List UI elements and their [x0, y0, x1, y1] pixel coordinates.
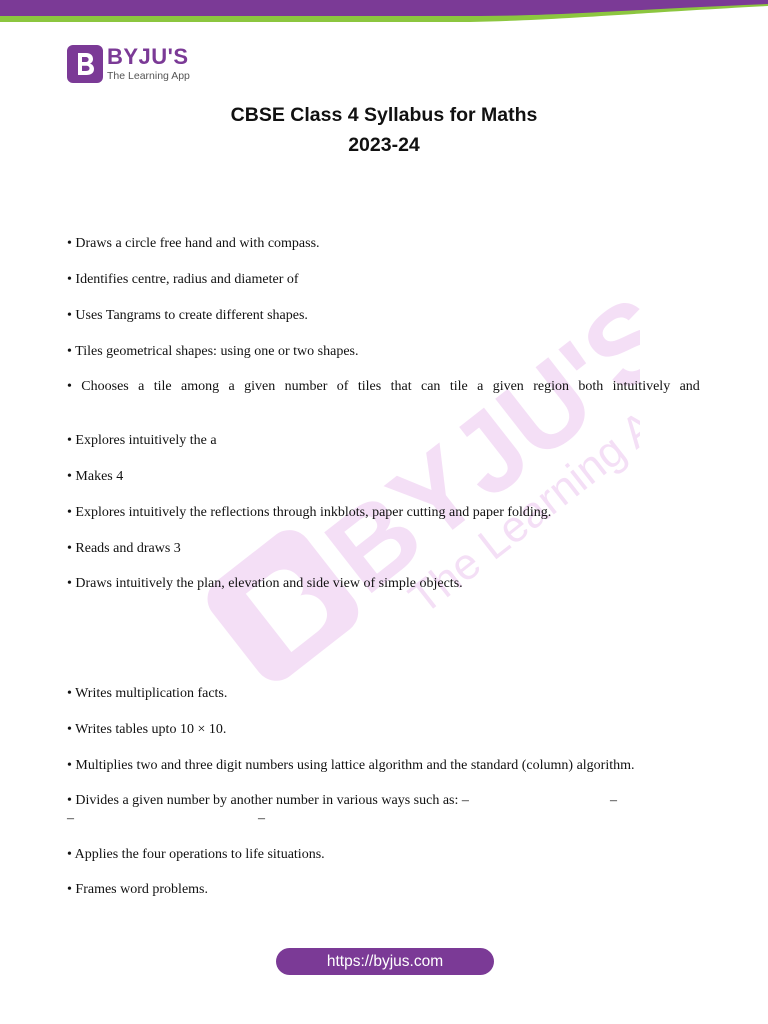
list-item: • Frames word problems. — [67, 882, 208, 897]
list-item: • Reads and draws 3 — [67, 541, 181, 556]
list-item: • Divides a given number by another number in various ways such as: – — [67, 793, 469, 808]
logo-b-icon — [67, 45, 103, 83]
word: given — [492, 379, 524, 394]
byjus-logo — [67, 45, 190, 83]
logo-tagline: The Learning App — [107, 70, 190, 83]
list-item-justified — [67, 379, 700, 395]
list-item: • Identifies centre, radius and diameter of — [67, 272, 299, 287]
list-item: • Explores intuitively the a — [67, 433, 217, 448]
word: among — [181, 379, 220, 394]
word: tile — [449, 379, 468, 394]
page-subtitle-year: 2023-24 — [348, 134, 420, 156]
word: both — [578, 379, 604, 394]
header-band — [0, 0, 768, 28]
word: a — [138, 379, 145, 394]
list-item: • Uses Tangrams to create different shapes. — [67, 308, 308, 323]
word: tile — [153, 379, 172, 394]
word: intuitively — [612, 379, 671, 394]
word: given — [244, 379, 276, 394]
list-item: • Draws intuitively the plan, elevation and side view of simple objects. — [67, 576, 463, 591]
list-item: • Applies the four operations to life situations. — [67, 847, 325, 862]
word: tiles — [357, 379, 382, 394]
list-item: • Multiplies two and three digit numbers using lattice algorithm and the standard (column) algorithm. — [67, 758, 635, 773]
list-item: • Writes tables upto 10 × 10. — [67, 722, 227, 737]
word: region — [533, 379, 569, 394]
list-item: • Draws a circle free hand and with compass. — [67, 236, 320, 251]
logo-name: BYJU'S — [107, 44, 189, 70]
footer-url-link[interactable]: https://byjus.com — [276, 948, 494, 975]
dash-mark: – — [67, 811, 74, 826]
word: of — [336, 379, 349, 394]
word: a — [228, 379, 235, 394]
list-item: • Tiles geometrical shapes: using one or two shapes. — [67, 344, 359, 359]
word: a — [477, 379, 484, 394]
dash-mark: – — [258, 811, 265, 826]
word: • — [67, 379, 72, 394]
list-item: • Explores intuitively the reflections through inkblots, paper cutting and paper folding. — [67, 505, 552, 520]
page-title: CBSE Class 4 Syllabus for Maths — [230, 104, 538, 126]
dash-mark: – — [610, 793, 617, 808]
word: can — [420, 379, 441, 394]
list-item: • Makes 4 — [67, 469, 124, 484]
word: and — [679, 379, 700, 394]
word: number — [284, 379, 328, 394]
word: that — [390, 379, 412, 394]
watermark-text: BYJU'S — [303, 300, 640, 617]
watermark-tagline: The Learning App — [400, 371, 640, 624]
word: Chooses — [81, 379, 129, 394]
list-item: • Writes multiplication facts. — [67, 686, 228, 701]
